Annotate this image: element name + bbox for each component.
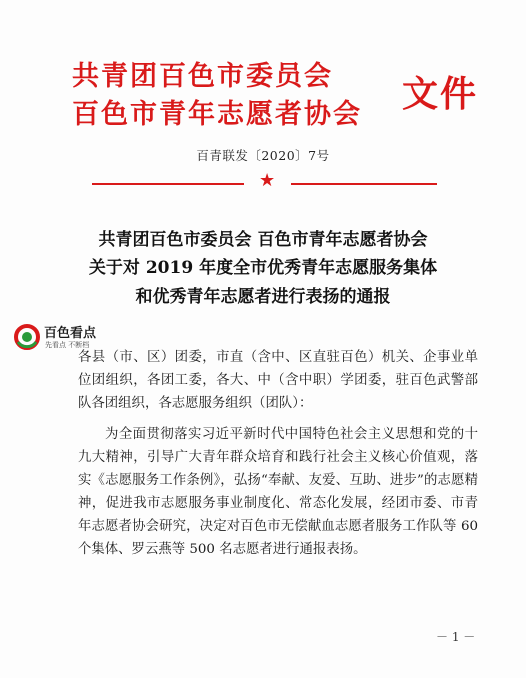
- watermark-name: 百色看点: [44, 326, 97, 341]
- document-number: 百青联发〔2020〕7号: [196, 148, 330, 163]
- header-org-line1: 共青团百色市委员会: [72, 61, 333, 92]
- watermark-slogan: 先看点 不断档: [45, 341, 90, 349]
- page-number: － 1 －: [436, 630, 476, 644]
- header-doc-type: 文件: [402, 73, 479, 115]
- baise-kandian-logo-icon: [14, 324, 40, 350]
- title-line3: 和优秀青年志愿者进行表扬的通报: [135, 287, 391, 307]
- recipients-paragraph: 各县（市、区）团委，市直（含中、区直驻百色）机关、企事业单位团组织，各团工委，各大、中（含中职）学团委，驻百色武警部队各团组织，各志愿服务组织（团队）：: [78, 350, 478, 411]
- red-divider-right: [291, 183, 437, 185]
- title-line2: 关于对 2019 年度全市优秀青年志愿服务集体: [88, 258, 438, 278]
- star-icon: ★: [259, 170, 276, 191]
- body-paragraph: 为全面贯彻落实习近平新时代中国特色社会主义思想和党的十九大精神，引导广大青年群众培育和践行社会主义核心价值观，落实《志愿服务工作条例》，弘扬“奉献、友爱、互助、进步”的志愿精神，促进我市志愿服务事业制度化、常态化发展，经团市委、市青年志愿者协会研究，决定对百色市无偿献血志愿者服务工作队等 60 个集体、罗云燕等 500 名志愿者进行通报表扬。: [78, 427, 478, 557]
- header-org-line2: 百色市青年志愿者协会: [72, 99, 362, 130]
- red-divider-left: [92, 183, 244, 185]
- title-line1: 共青团百色市委员会 百色市青年志愿者协会: [98, 230, 428, 250]
